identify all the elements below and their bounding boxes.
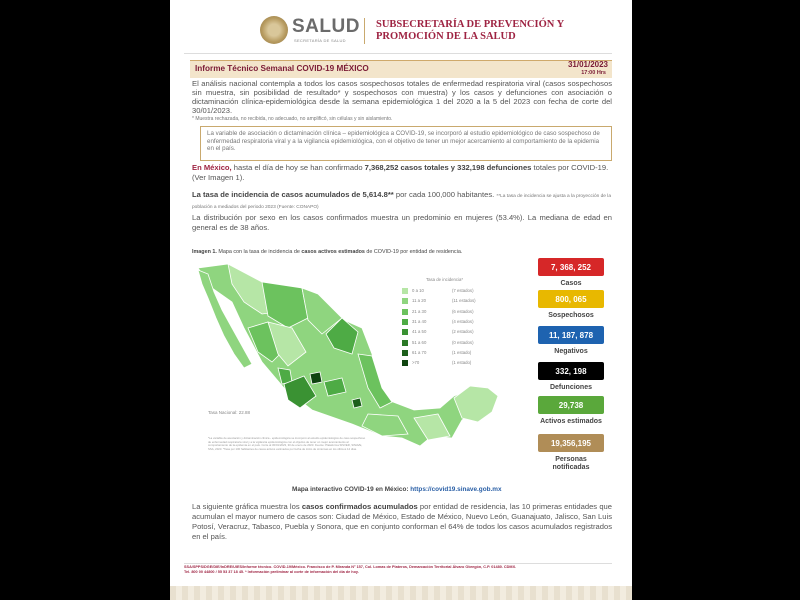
national-seal-icon (260, 16, 288, 44)
legend-swatch (402, 298, 408, 304)
stat-label: Casos (560, 280, 582, 287)
stat-card (538, 290, 604, 320)
footer (184, 565, 612, 575)
image-caption (192, 249, 462, 255)
incidence-paragraph (192, 191, 612, 212)
legend-range: 41 a 50 (412, 329, 427, 335)
legend-swatch (402, 360, 408, 366)
stat-value: 800, 065 (538, 290, 604, 308)
stat-value: 29,738 (538, 396, 604, 414)
incidence-bold: La tasa de incidencia de casos acumulados de 5,614.8** (192, 190, 394, 199)
confirmed-paragraph (192, 163, 612, 182)
report-title: Informe Técnico Semanal COVID-19 MÉXICO (195, 64, 369, 73)
top10-lead: La siguiente gráfica muestra los (192, 502, 302, 511)
subsecretaria-line-1: SUBSECRETARÍA DE PREVENCIÓN Y (376, 19, 565, 30)
image-caption-lead: Imagen 1. (192, 249, 217, 255)
legend-count: (7 estados) (452, 288, 474, 293)
incidence-note: **La tasa de incidencia se ajusta a la proyección de la población a mediados del periodo 2023 (Fuente: CONAPO) (192, 194, 612, 210)
subsecretaria-title (376, 19, 564, 43)
intro-footnote: * Muestra rechazada, no recibida, no adecuado, no amplificó, sin células y sin aislamiento. (192, 116, 393, 122)
stat-value: 7, 368, 252 (538, 258, 604, 276)
stat-card (538, 326, 604, 356)
legend-title: Tasa de incidencia* (426, 277, 464, 282)
map-aguascalientes (310, 372, 322, 384)
legend-swatch (402, 309, 408, 315)
stat-value: 11, 187, 878 (538, 326, 604, 344)
stat-value: 19,356,195 (538, 434, 604, 452)
image-caption-mid: Mapa con la tasa de incidencia de (216, 249, 302, 255)
image-caption-tail: de COVID-19 por entidad de residencia. (364, 249, 463, 255)
map-cdmx (352, 398, 362, 408)
stat-card (538, 362, 604, 392)
legend-swatch (402, 340, 408, 346)
incidence-tail: por cada 100,000 habitantes. (393, 190, 497, 199)
stat-card (538, 434, 604, 472)
map-link-line (292, 486, 502, 493)
report-time: 17:00 Hrs (581, 70, 606, 76)
header-rule (184, 53, 612, 54)
image-caption-bold: casos activos estimados (301, 249, 365, 255)
footer-line-1: SSA/SPPS/DGE/DIE/InDRE/UIES/Informe técnico. COVID-19/México. Francisco de P. Miranda N° 157, Col. Lomas de Plateros, Demarcación Territorial Álvaro Obregón, C.P. 01480. CDMX. (184, 565, 517, 569)
legend-swatch (402, 350, 408, 356)
confirmed-lead: En México, (192, 163, 232, 172)
report-title-bar (190, 60, 612, 78)
top10-tail: por entidad de residencia, las 10 primeras entidades que acumulan el mayor numero de casos son: Ciudad de México, Estado de México, Nuevo León, Guanajuato, Jalisco, San Luis Potosí, Veracruz, Tabasco, Puebla y Sonora, que en conjunto conforman el 64% de todos los casos acumulados registrados en el país. (192, 502, 612, 541)
legend-swatch (402, 288, 408, 294)
legend-count: (6 estados) (452, 308, 474, 314)
legend-range: 31 a 40 (412, 318, 427, 324)
legend-count: (1 estado) (452, 360, 472, 366)
header-divider (364, 18, 365, 44)
legend-range: 11 a 20 (412, 298, 427, 304)
confirmed-tail: totales por COVID-19. (Ver Imagen 1). (192, 163, 609, 182)
legend-swatch (402, 329, 408, 335)
legend-range: 0 a 10 (412, 288, 424, 293)
sex-distribution-paragraph: La distribución por sexo en los casos confirmados muestra un predominio en mujeres (53.4%). La mediana de edad en general es de 38 años. (192, 213, 612, 232)
report-header (170, 12, 632, 48)
stat-label: Sospechosos (548, 312, 594, 319)
stat-label: Negativos (554, 348, 588, 355)
stat-card (538, 396, 604, 426)
legend-swatch (402, 319, 408, 325)
stat-label: Defunciones (549, 384, 592, 391)
stat-card (538, 258, 604, 288)
salud-logo: SALUD (292, 16, 360, 37)
footer-rule (184, 563, 612, 564)
subsecretaria-line-2: PROMOCIÓN DE LA SALUD (376, 31, 516, 42)
top10-paragraph (192, 502, 612, 542)
report-page (170, 0, 632, 600)
footer-line-2: Tel. 800 00 44800 / 55 53 37 18 45. * Información preliminar al corte de información del día de hoy. (184, 570, 359, 574)
intro-paragraph: El análisis nacional contempla a todos los casos sospechosos totales de enfermedad respiratoria viral (casos sospechosos sin muestra, sin posibilidad de resultado* y sospechosos con muestra) y los casos y defunciones con asociación o dictaminación clínica-epidemiológica desde la semana epidemiológica 1 del 2020 a la 5 del 2023 con fecha de corte del 30/01/2023. (192, 79, 612, 115)
notice-text: La variable de asociación o dictaminación clínica – epidemiológica a COVID-19, se incorporó al estudio epidemiológico de caso sospechoso de enfermedad respiratoria viral y a la vigilancia epidemiológica, con el objetivo de tener un mejor acercamiento al comportamiento de la epidemia en el país. (207, 130, 600, 153)
tasa-nacional: Tasa Nacional: 22.88 (208, 410, 251, 415)
legend-count: (1 estado) (452, 349, 472, 355)
report-date: 31/01/2023 (567, 60, 608, 69)
legend-range: >70 (412, 360, 420, 366)
legend-count: (4 estados) (452, 318, 474, 324)
legend-count: (0 estados) (452, 339, 474, 345)
legend-count: (11 estados) (452, 298, 476, 304)
map-link-url[interactable]: https://covid19.sinave.gob.mx (410, 486, 502, 493)
salud-logo-subtitle: SECRETARÍA DE SALUD (294, 38, 346, 43)
legend-range: 61 a 70 (412, 349, 427, 355)
map-notes: *La variable de asociación y dictaminación clínica - epidemiológica se incorporó al estudio epidemiológico de caso sospechoso de enfermedad respiratoria viral y a la vigilancia epidemiológica con el objetivo de tener un mejor acercamiento al comportamiento de la epidemia en el país. Corte al 30/01/2023, 30 de enero de 2023. Fuente: Plataforma SISVER, SINAVE, SSA, 2023. *Tasa por 100 habitantes de casos activos estimados por fecha de inicio de síntomas en los últimos 14 días. (208, 436, 366, 451)
footer-pattern-bar (170, 586, 632, 600)
stat-label: Personas notificadas (552, 456, 590, 471)
legend-range: 21 a 30 (412, 308, 427, 314)
legend-range: 51 a 60 (412, 339, 427, 345)
map-link-lead: Mapa interactivo COVID-19 en México: (292, 486, 411, 493)
confirmed-mid: hasta el día de hoy se han confirmado (231, 163, 365, 172)
top10-bold: casos confirmados acumulados (301, 502, 418, 511)
confirmed-bold: 7,368,252 casos totales y 332,198 defunciones (364, 163, 532, 172)
stat-value: 332, 198 (538, 362, 604, 380)
stat-label: Activos estimados (540, 418, 602, 425)
legend-count: (2 estados) (452, 329, 474, 335)
notice-box (200, 126, 612, 161)
